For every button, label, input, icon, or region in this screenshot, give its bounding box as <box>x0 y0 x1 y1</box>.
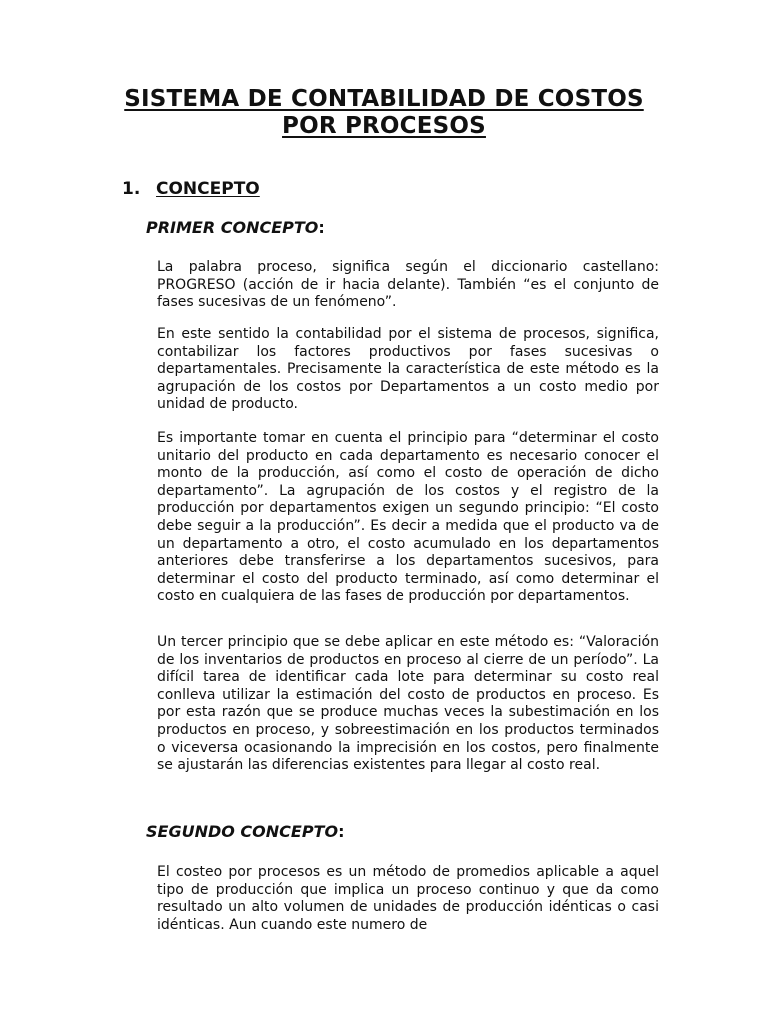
paragraph: Es importante tomar en cuenta el principio para “determinar el costo unitario del producto en cada departamento es necesario conocer el monto de la producción, así como el costo de operación de dicho departamento”. La agrupación de los costos y el registro de la producción por departamentos exigen un segundo principio: “El costo debe seguir a la producción”. Es decir a medida que el producto va de un departamento a otro, el costo acumulado en los departamentos anteriores debe transferirse a los departamentos sucesivos, para determinar el costo del producto terminado, así como determinar el costo en cualquiera de las fases de producción por departamentos. <box>157 430 659 605</box>
section-heading <box>122 178 260 200</box>
first-concept-label: PRIMER CONCEPTO <box>146 218 319 237</box>
document-title: SISTEMA DE CONTABILIDAD DE COSTOS POR PROCESOS <box>124 86 644 139</box>
paragraph: El costeo por procesos es un método de promedios aplicable a aquel tipo de producción que implica un proceso continuo y que da como resultado un alto volumen de unidades de producción idénticas o casi idénticas. Aun cuando este numero de <box>157 864 659 933</box>
first-concept-colon: : <box>318 218 325 237</box>
first-concept-heading <box>146 217 325 239</box>
section-number: 1. <box>122 179 141 199</box>
second-concept-colon: : <box>338 822 345 841</box>
paragraph: La palabra proceso, significa según el diccionario castellano: PROGRESO (acción de ir hacia delante). También “es el conjunto de fases sucesivas de un fenómeno”. <box>157 259 659 311</box>
section-label: CONCEPTO <box>156 179 260 199</box>
second-concept-heading <box>146 821 344 843</box>
paragraph: Un tercer principio que se debe aplicar en este método es: “Valoración de los inventarios de productos en proceso al cierre de un período”. La difícil tarea de identificar cada lote para determinar su costo real conlleva utilizar la estimación del costo de productos en proceso. Es por esta razón que se produce muchas veces la subestimación en los productos en proceso, y sobreestimación en los productos terminados o viceversa ocasionando la imprecisión en los costos, pero finalmente se ajustarán las diferencias existentes para llegar al costo real. <box>157 634 659 774</box>
second-concept-label: SEGUNDO CONCEPTO <box>146 822 339 841</box>
paragraph: En este sentido la contabilidad por el sistema de procesos, significa, contabilizar los factores productivos por fases sucesivas o departamentales. Precisamente la característica de este método es la agrupación de los costos por Departamentos a un costo medio por unidad de producto. <box>157 326 659 413</box>
